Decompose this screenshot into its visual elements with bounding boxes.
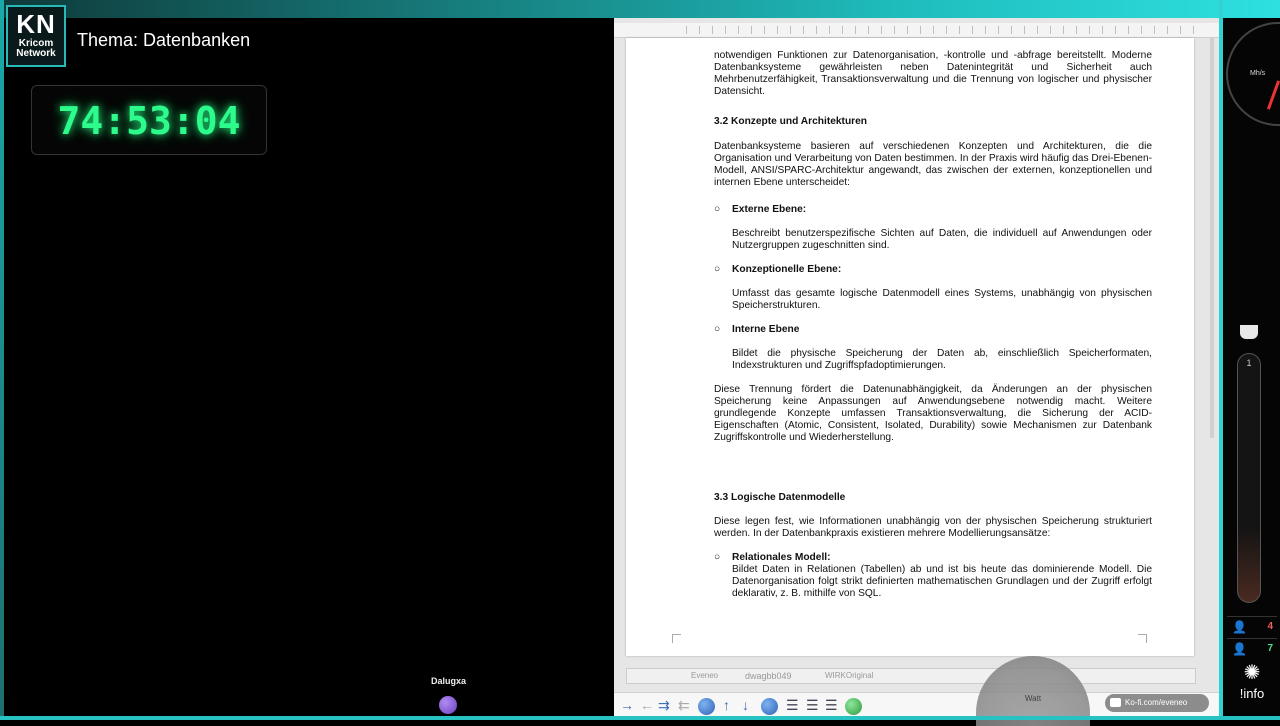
coffee-cup-icon	[1240, 325, 1258, 339]
status-bar: dwagbb049 Eveneo WIRKOriginal	[626, 668, 1196, 684]
right-hud	[1223, 18, 1280, 716]
overlay-bottom-border	[0, 716, 1280, 720]
timer-value: 74:53:04	[57, 99, 241, 143]
forward-icon[interactable]: ⇉	[658, 697, 670, 713]
arrow-up-icon[interactable]: ↑	[723, 697, 730, 713]
navigator-icon[interactable]	[761, 698, 778, 715]
paragraph-3-2: Datenbanksysteme basieren auf verschiedenen Konzepten und Architekturen, die die Organisation und Verarbeitung von Daten bestimmen. In der Praxis wird häufig das Drei-Ebenen-Modell, ANSI/SPARC-Architektur angewandt, das zwischen der externen, konzeptionellen und internen Ebene unterscheidet:	[714, 141, 1152, 188]
sparkle-icon: ✺	[1243, 662, 1261, 684]
green-ball-icon[interactable]	[845, 698, 862, 715]
hashrate-gauge: Mh/s	[1226, 22, 1280, 126]
vertical-scrollbar[interactable]	[1210, 38, 1214, 438]
gauge-needle	[1267, 80, 1280, 109]
list-item-intern: ○ Interne Ebene Bildet die physische Speicherung der Daten ab, einschließlich Speicherformaten, Indexstrukturen und Zugriffspfadoptimierungen.	[714, 324, 1152, 371]
list-icon[interactable]: ☰	[786, 697, 799, 713]
heading-3-2: 3.2 Konzepte und Architekturen	[714, 116, 868, 127]
arrow-down-icon[interactable]: ↓	[742, 697, 749, 713]
kofi-cup-icon	[1110, 698, 1121, 707]
overlay-left-border	[0, 0, 4, 720]
kofi-link[interactable]: Ko-fi.com/eveneo	[1105, 694, 1209, 712]
user-count-green: 👤 7	[1227, 638, 1277, 659]
horizontal-ruler[interactable]	[614, 23, 1219, 38]
paragraph-3-2b: Diese Trennung fördert die Datenunabhängigkeit, da Änderungen an der physischen Speicherung keine Anpassungen auf Anwendungsebene notwendig macht. Weitere grundlegende Konzepte umfassen Transaktionsverwaltung, die Sicherung der ACID-Eigenschaften (Atomic, Consistent, Isolated, Durability) sowie Mechanismen zur Datenbank Zugriffskontrolle und Wiederherstellung.	[714, 384, 1152, 443]
list-item-relational: ○ Relationales Modell: Bildet Daten in Relationen (Tabellen) ab und ist bis heute das dominierende Modell. Die Datenorganisation folgt strikt definierten mathematischen Grundlagen und der Zugriff erfolgt deklarativ, z. B. mithilfe von SQL.	[714, 552, 1152, 599]
paragraph-3-3: Diese legen fest, wie Informationen unabhängig von der physischen Speicherung strukturiert werden. In der Datenbankpraxis existieren mehrere Modellierungsansätze:	[714, 516, 1152, 539]
back-icon[interactable]: ⇇	[678, 697, 690, 713]
indent-icon[interactable]: ☰	[825, 697, 838, 713]
stream-topic: Thema: Datenbanken	[77, 30, 251, 50]
document-page[interactable]	[626, 38, 1194, 656]
info-command: ✺ !info	[1229, 660, 1275, 712]
user-icon: 👤	[1232, 620, 1247, 634]
list-item-konzeptionell: ○ Konzeptionelle Ebene: Umfasst das gesamte logische Datenmodell eines Systems, unabhängig von physischen Speicherstrukturen.	[714, 264, 1152, 311]
arrow-left-icon[interactable]: ←	[640, 697, 654, 713]
document-editor-window	[614, 18, 1219, 716]
viewer-avatar	[439, 696, 457, 714]
document-text	[714, 38, 1152, 600]
paragraph-intro: notwendigen Funktionen zur Datenorganisation, -kontrolle und -abfrage bereitstellt. Moderne Datenbanksysteme gewährleisten neben Datenintegrität und Sicherheit auch Mehrbenutzerfähigkeit, Transaktionsverwaltung und die Trennung von logischer und physischer Datensicht.	[714, 50, 1152, 97]
arrow-right-icon[interactable]: →	[620, 697, 634, 713]
progress-tube: 1	[1237, 353, 1261, 603]
user-green-icon: 👤	[1232, 642, 1247, 656]
user-count-red: 👤 4	[1227, 616, 1277, 637]
kricom-network-logo: KN Kricom Network	[6, 5, 66, 67]
outline-icon[interactable]: ☰	[806, 697, 819, 713]
heading-3-3: 3.3 Logische Datenmodelle	[714, 492, 846, 503]
viewer-name: Dalugxa	[431, 676, 467, 686]
blue-ball-icon[interactable]	[698, 698, 715, 715]
overlay-top-border	[0, 0, 1280, 18]
watt-gauge: Watt	[976, 656, 1090, 726]
list-item-externe: ○ Externe Ebene: Beschreibt benutzerspezifische Sichten auf Daten, die individuell auf Anwendungen oder Nutzergruppen zugeschnitten sind.	[714, 204, 1152, 251]
stream-timer	[31, 85, 267, 155]
